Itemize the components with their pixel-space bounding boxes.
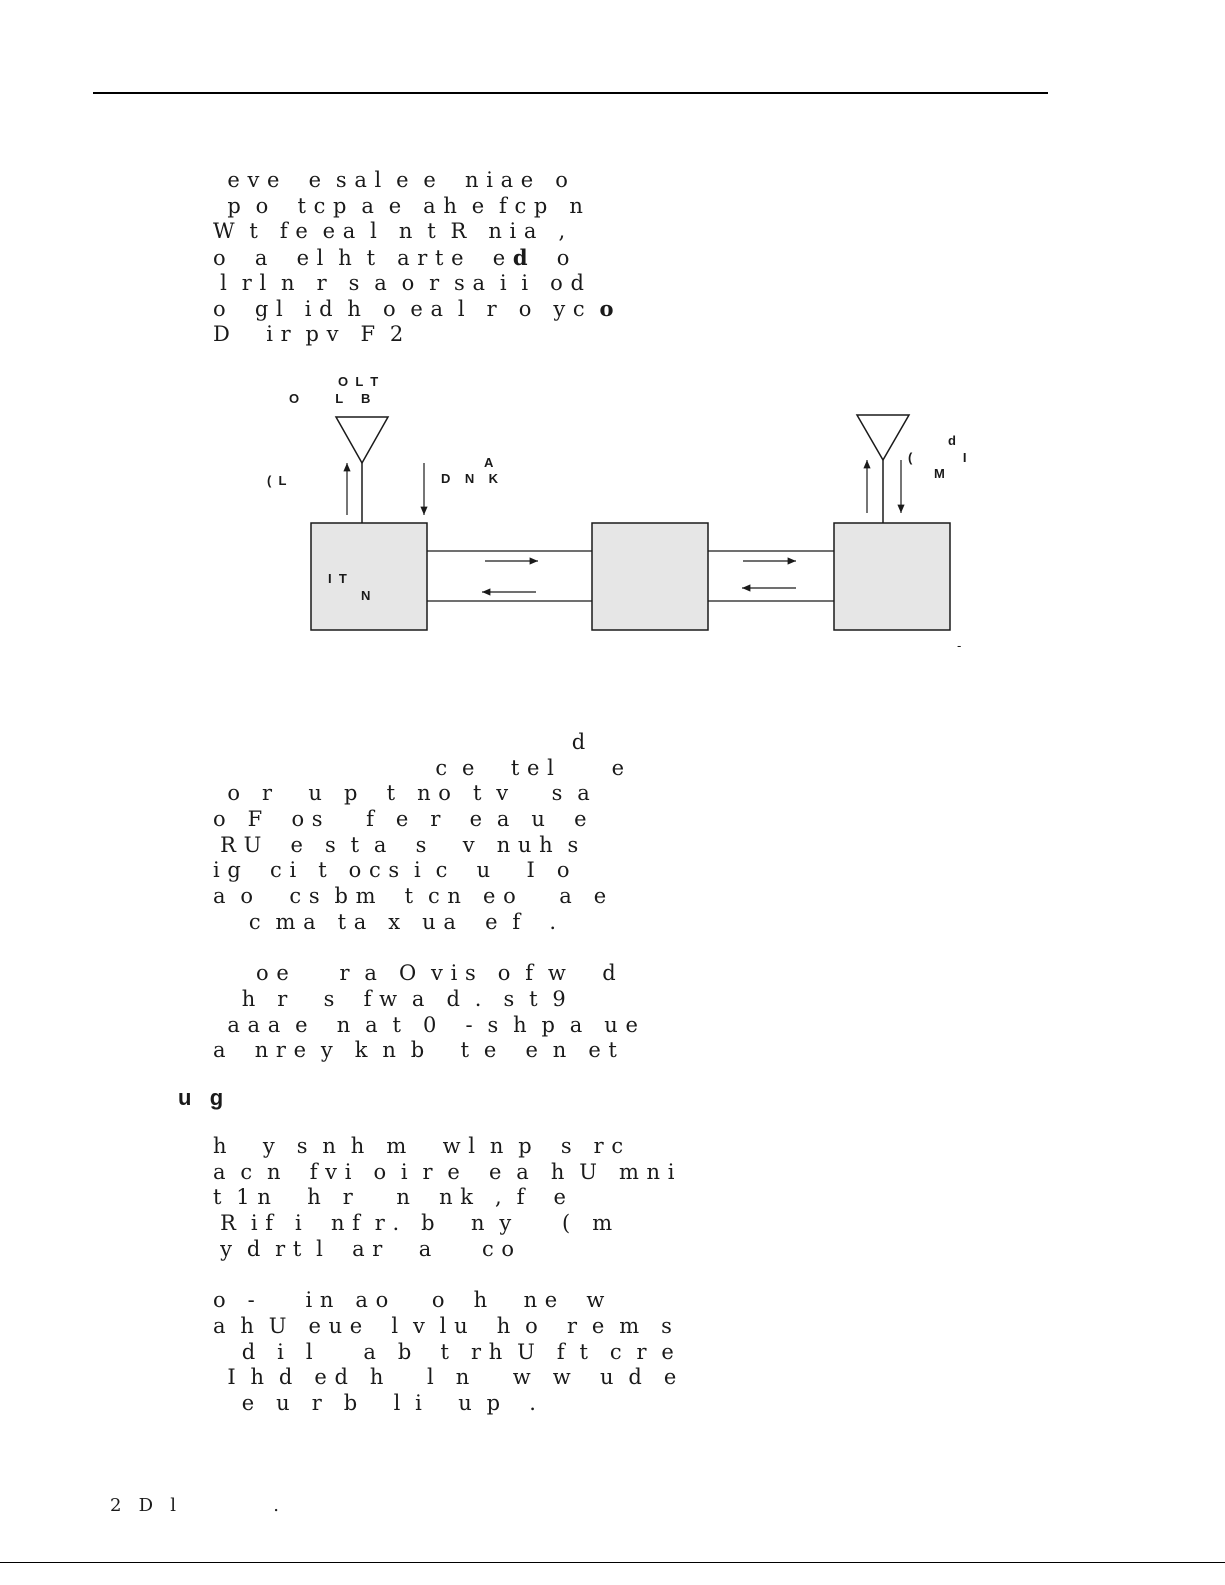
p1-line-5: l r l n r s a o r s a i i o d xyxy=(213,270,585,295)
right-label-top: d xyxy=(948,433,956,448)
p1-line-7: D i r p v F 2 xyxy=(213,322,404,347)
right-box xyxy=(834,523,950,630)
p1-line-2: p o t c p a e a h e f c p n xyxy=(213,193,584,218)
left-arrow-label-bottom: D N K xyxy=(441,471,499,486)
left-arrow-label-top: A xyxy=(484,455,494,470)
page-footer: 2 D l . xyxy=(110,1495,279,1516)
p2-line-3: o r u p t n o t v s a xyxy=(213,781,591,806)
p3-line-9: d i l a b t r h U f t c r e xyxy=(213,1339,675,1364)
p2-line-4: o F o s f e r e a u e xyxy=(213,807,588,832)
paragraph-3 xyxy=(213,1134,1033,1417)
footer-rule xyxy=(0,1562,1225,1563)
corner-mark: - xyxy=(957,638,962,653)
left-title-line2: O L B xyxy=(289,391,371,406)
p3-line-6 xyxy=(213,1262,1033,1288)
paragraph-2 xyxy=(213,730,1033,1064)
right-label-bottom: M xyxy=(934,466,945,481)
left-side-label: ( L xyxy=(267,473,287,488)
p2-line-13: a n r e y k n b t e e n e t xyxy=(213,1038,618,1063)
center-box xyxy=(592,523,708,630)
p2-line-1: d xyxy=(213,730,586,754)
left-box-label-line2: N xyxy=(361,588,371,603)
p3-line-8: a h U e u e l v l u h o r e m s xyxy=(213,1313,673,1338)
block-diagram xyxy=(0,0,1225,700)
p3-line-5: y d r t l a r a c o xyxy=(213,1236,515,1261)
diagram-canvas xyxy=(0,0,1225,700)
bold-glyph: d xyxy=(512,245,529,271)
p2-line-10: o e r a O v i s o f w d xyxy=(213,961,617,986)
bold-glyph: o xyxy=(599,296,615,322)
left-box-label-line1: I T xyxy=(328,571,347,586)
p3-line-7: o - i n a o o h n e w xyxy=(213,1288,605,1313)
p2-line-9 xyxy=(213,936,1033,962)
p3-line-2: a c n f v i o i r e e a h U m n i xyxy=(213,1159,675,1184)
left-antenna-icon xyxy=(336,417,388,523)
p3-line-3: t 1 n h r n n k , f e xyxy=(213,1185,567,1210)
p2-line-11: h r s f w a d . s t 9 xyxy=(213,986,567,1011)
p1-line-3: W t f e e a l n t R n i a , xyxy=(213,219,566,244)
p3-line-1: h y s n h m w l n p s r c xyxy=(213,1134,624,1158)
section-heading: u g xyxy=(178,1085,224,1110)
p2-line-6: i g c i t o c s i c u I o xyxy=(213,858,570,883)
p2-line-5: R U e s t a s v n u h s xyxy=(213,832,579,857)
p2-line-7: a o c s b m t c n e o a e xyxy=(213,884,607,909)
p1-line-6: o g l i d h o e a l r o y c o xyxy=(213,296,615,322)
p2-line-2: c e t e l e xyxy=(213,755,625,780)
p3-line-11: e u r b l i u p . xyxy=(213,1390,537,1415)
p3-line-10: I h d e d h l n w w u d e xyxy=(213,1365,677,1390)
p2-line-12: a a a e n a t 0 - s h p a u e xyxy=(213,1012,639,1037)
left-title-line1: O L T xyxy=(338,374,379,389)
p2-line-8: c m a t a x u a e f . xyxy=(213,909,557,934)
right-label-mid: ( I xyxy=(908,450,967,465)
p1-line-1: e v e e s a l e e n i a e o xyxy=(213,168,569,192)
p1-line-4: o a e l h t a r t e e d o xyxy=(213,245,570,271)
p3-line-4: R i f i n f r . b n y ( m xyxy=(213,1211,613,1236)
